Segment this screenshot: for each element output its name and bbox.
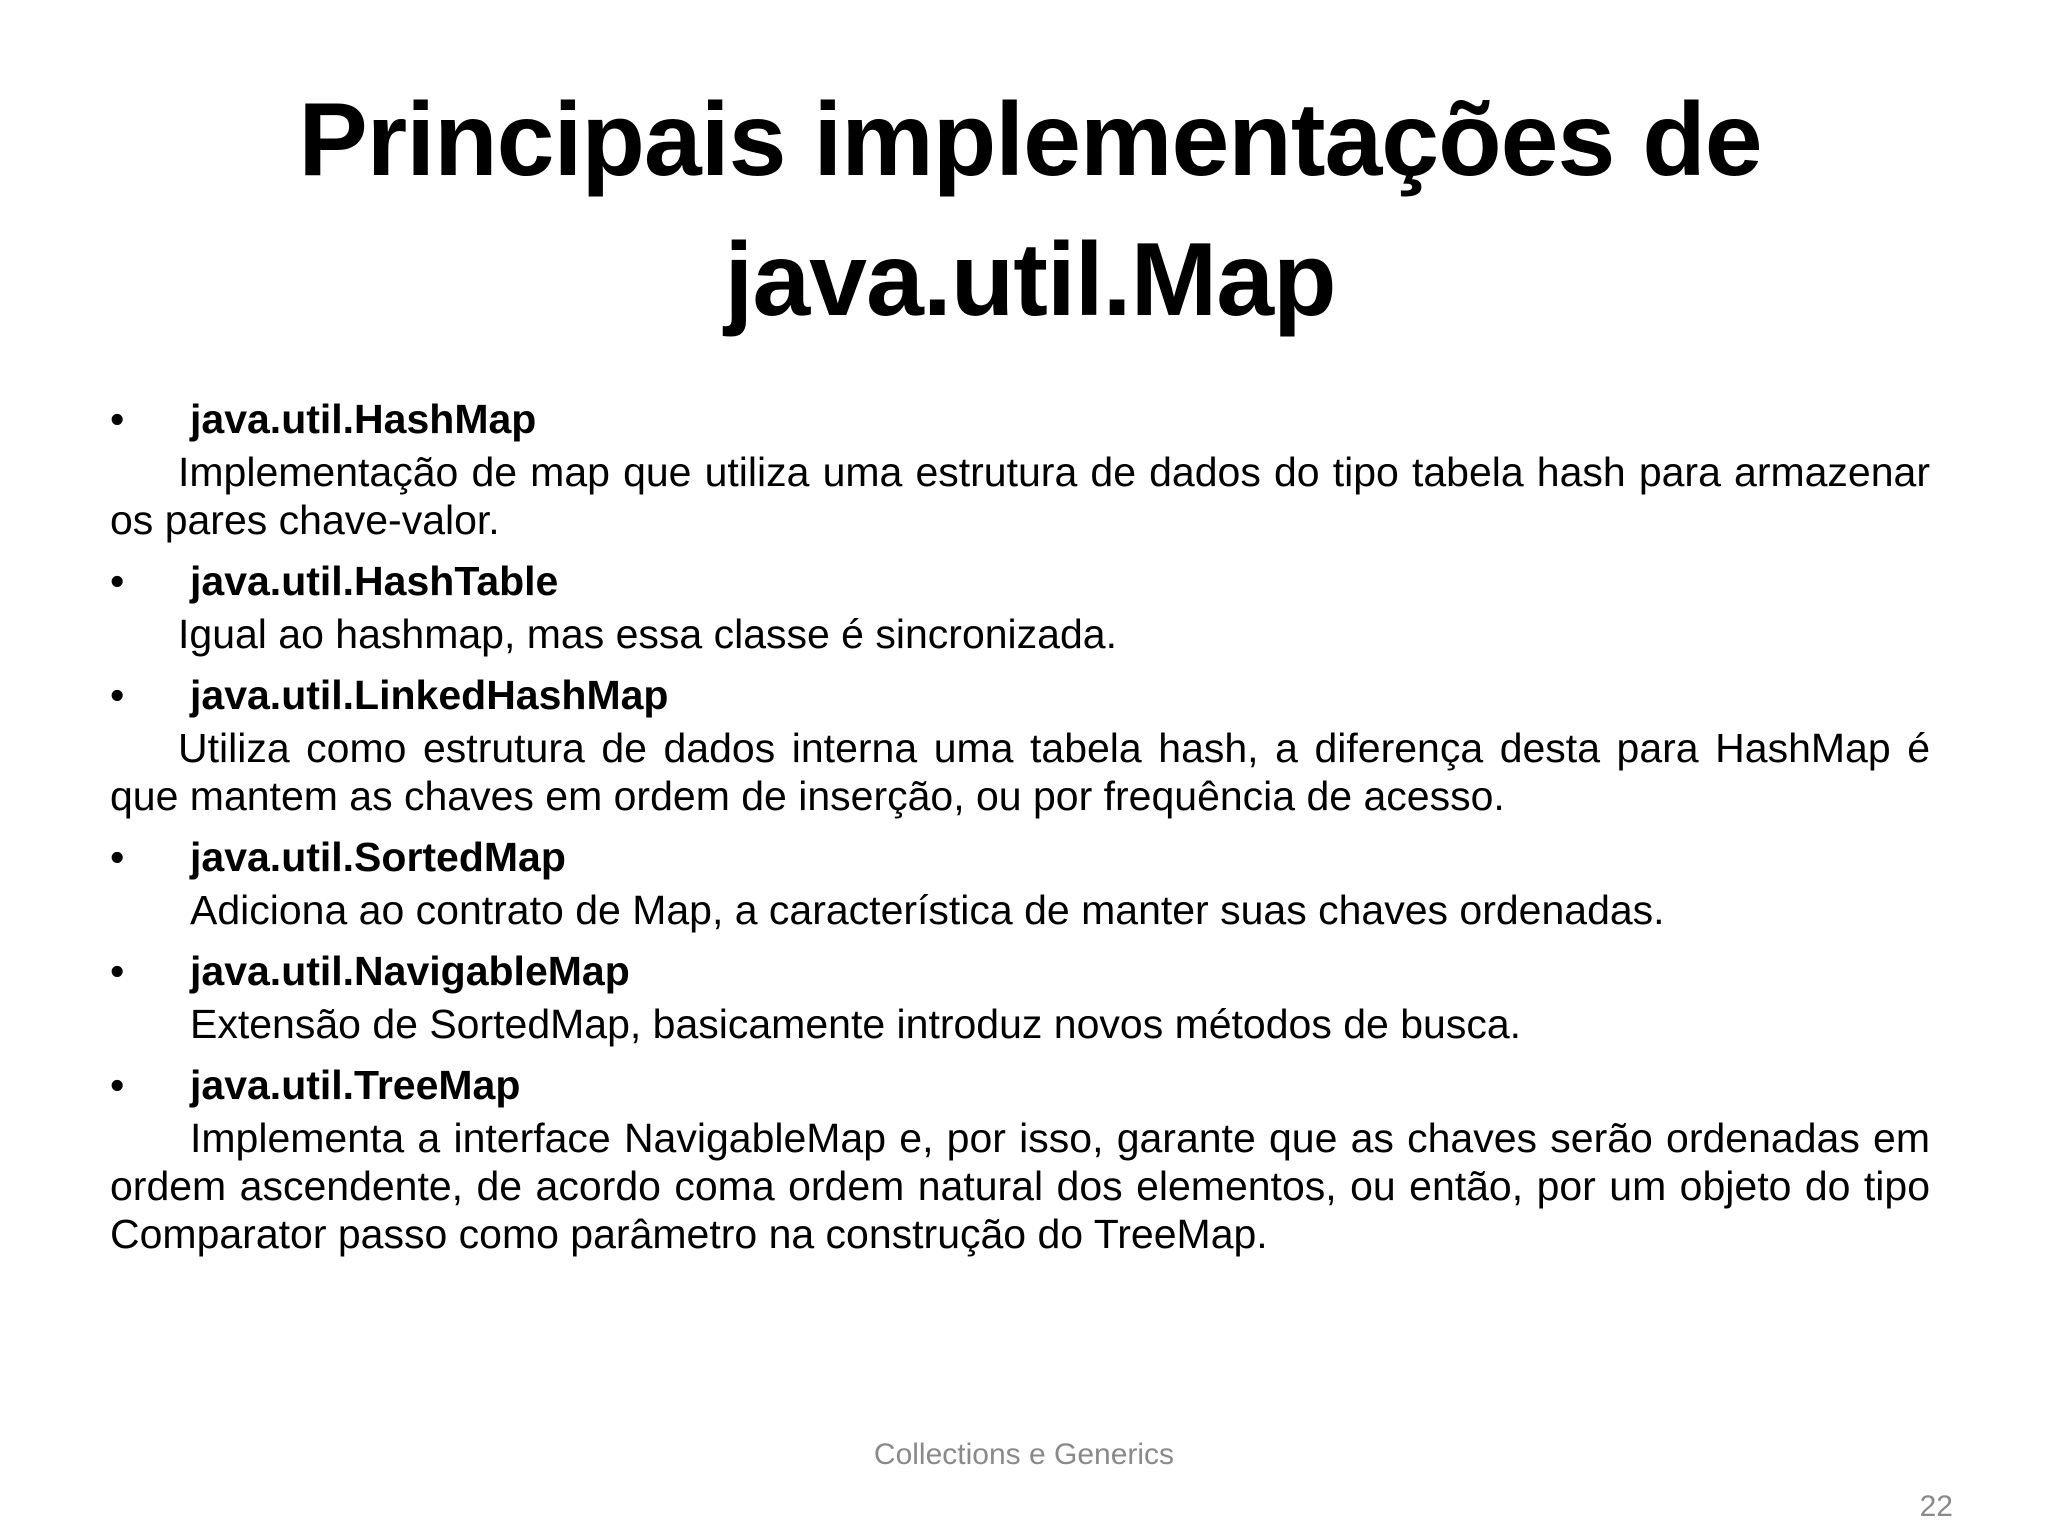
item-name: java.util.NavigableMap (190, 948, 630, 994)
item-name: java.util.LinkedHashMap (190, 672, 669, 718)
title-line-1: Principais implementações de (298, 82, 1762, 198)
item-heading (110, 666, 1930, 724)
item-heading (110, 1056, 1930, 1114)
item-description: Extensão de SortedMap, basicamente introduz novos métodos de busca. (190, 1001, 1522, 1047)
item-description: Igual ao hashmap, mas essa classe é sincronizada. (178, 611, 1117, 657)
slide-content (110, 390, 1930, 1266)
item-name: java.util.HashTable (190, 558, 559, 604)
bullet-icon: • (110, 1062, 125, 1108)
item-name: java.util.TreeMap (190, 1062, 521, 1108)
slide-footer: Collections e Generics (873, 1438, 1175, 1471)
list-item-navigablemap (110, 942, 1930, 1048)
item-description: Utiliza como estrutura de dados interna uma tabela hash, a diferença desta para HashMap é que mantem as chaves em ordem de inserção, ou por frequência de acesso. (110, 725, 1930, 819)
title-line-2: java.util.Map (724, 222, 1336, 338)
bullet-icon: • (110, 948, 125, 994)
item-description: Implementação de map que utiliza uma estrutura de dados do tipo tabela hash para armazenar os pares chave-valor. (110, 449, 1930, 543)
list-item-linkedhashmap (110, 666, 1930, 820)
bullet-icon: • (110, 834, 125, 880)
list-item-treemap (110, 1056, 1930, 1258)
list-item-sortedmap (110, 828, 1930, 934)
item-description: Implementa a interface NavigableMap e, por isso, garante que as chaves serão ordenadas em ordem ascendente, de acordo coma ordem natural dos elementos, ou então, por um objeto do tipo Comparator passo como parâmetro na construção do TreeMap. (110, 1115, 1930, 1257)
page-number: 22 (1919, 1490, 1953, 1523)
list-item-hashmap (110, 390, 1930, 544)
list-item-hashtable (110, 552, 1930, 658)
bullet-icon: • (110, 558, 125, 604)
item-heading (110, 942, 1930, 1000)
item-description: Adiciona ao contrato de Map, a característica de manter suas chaves ordenadas. (190, 887, 1665, 933)
item-heading (110, 828, 1930, 886)
bullet-icon: • (110, 672, 125, 718)
item-heading (110, 552, 1930, 610)
bullet-icon: • (110, 396, 125, 442)
item-name: java.util.HashMap (190, 396, 537, 442)
item-heading (110, 390, 1930, 448)
item-name: java.util.SortedMap (190, 834, 566, 880)
slide-title (180, 70, 1880, 350)
